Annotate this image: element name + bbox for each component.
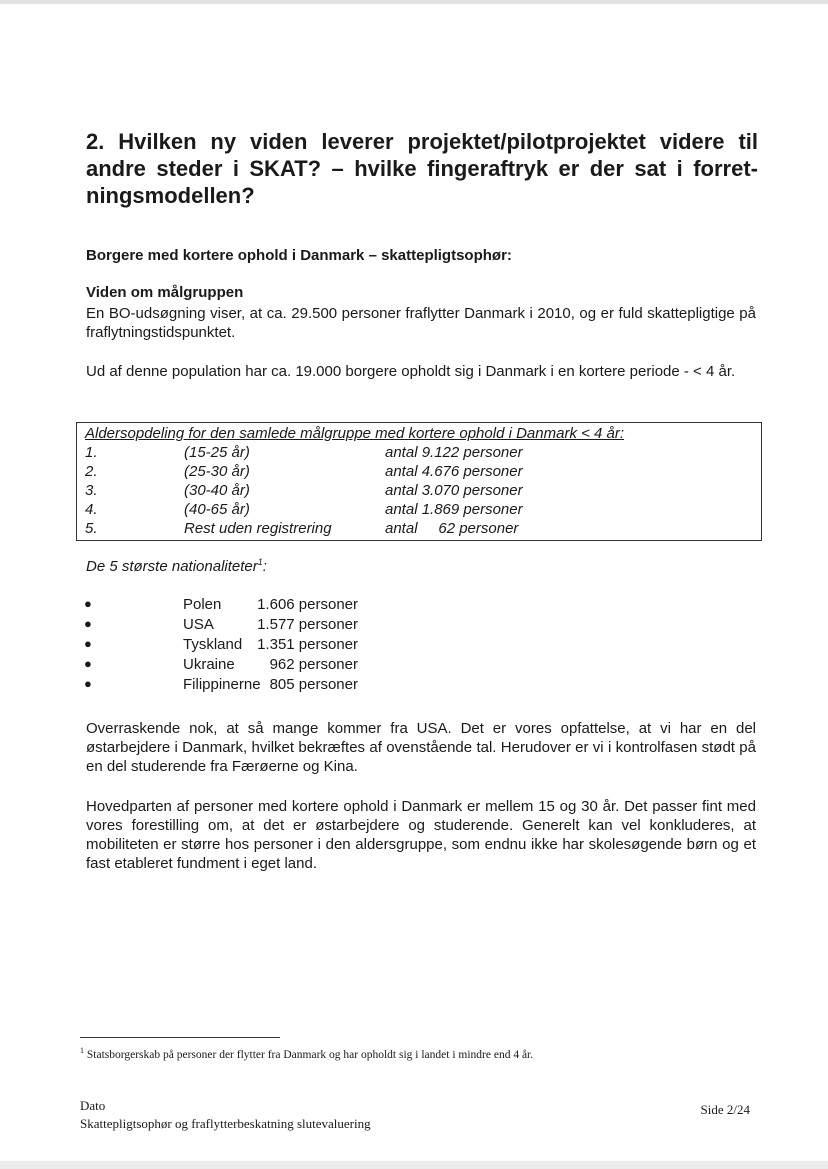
bullet-icon: ● bbox=[84, 676, 92, 691]
age-row-number: 4. bbox=[85, 501, 98, 518]
country-count: 805 personer bbox=[269, 676, 358, 693]
age-row-number: 5. bbox=[85, 520, 98, 537]
bullet-icon: ● bbox=[84, 656, 92, 671]
age-row-number: 1. bbox=[85, 444, 98, 461]
country-count: 962 personer bbox=[269, 656, 358, 673]
country-name: Ukraine bbox=[183, 656, 235, 673]
age-row-count: antal 9.122 personer bbox=[385, 444, 523, 461]
footer-document-title: Skattepligtsophør og fraflytterbeskatning slutevaluering bbox=[80, 1116, 371, 1131]
age-row-range: (25-30 år) bbox=[184, 463, 250, 480]
age-row-count: antal 62 personer bbox=[385, 520, 519, 537]
country-count: 1.577 personer bbox=[257, 616, 358, 633]
page-heading: 2. Hvilken ny viden leverer projektet/pilotprojektet videre til andre steder i SKAT? – hvilke fingeraftryk er der sat i forret-ningsmodellen? bbox=[86, 129, 758, 208]
age-row-count: antal 1.869 personer bbox=[385, 501, 523, 518]
age-row-count: antal 3.070 personer bbox=[385, 482, 523, 499]
footer-date-label: Dato bbox=[80, 1098, 106, 1113]
country-name: USA bbox=[183, 616, 214, 633]
page-edge-bottom bbox=[0, 1161, 828, 1169]
age-row-range: Rest uden registrering bbox=[184, 520, 332, 537]
age-row bbox=[77, 520, 761, 539]
bullet-icon: ● bbox=[84, 636, 92, 651]
age-row bbox=[77, 463, 761, 482]
age-row-range: (30-40 år) bbox=[184, 482, 250, 499]
age-row bbox=[77, 501, 761, 520]
country-name: Polen bbox=[183, 596, 222, 613]
age-row-count: antal 4.676 personer bbox=[385, 463, 523, 480]
list-item bbox=[0, 636, 828, 656]
age-row-number: 3. bbox=[85, 482, 98, 499]
age-row-range: (15-25 år) bbox=[184, 444, 250, 461]
bullet-icon: ● bbox=[84, 616, 92, 631]
country-count: 1.351 personer bbox=[257, 636, 358, 653]
age-row-range: (40-65 år) bbox=[184, 501, 250, 518]
country-name: Filippinerne bbox=[183, 676, 261, 693]
footnote bbox=[80, 1046, 533, 1061]
age-row-number: 2. bbox=[85, 463, 98, 480]
country-name: Tyskland bbox=[183, 636, 243, 653]
page-number: Side 2/24 bbox=[700, 1102, 750, 1117]
paragraph-intro: En BO-udsøgning viser, at ca. 29.500 personer fraflytter Danmark i 2010, og er fuld skattepligtige på fraflytningstidspunktet. bbox=[86, 305, 756, 341]
bullet-icon: ● bbox=[84, 596, 92, 611]
page-edge-top bbox=[0, 0, 828, 4]
age-row bbox=[77, 482, 761, 501]
footer-left bbox=[80, 1097, 371, 1133]
section-title: Borgere med kortere ophold i Danmark – skattepligtsophør: bbox=[86, 247, 512, 264]
paragraph-observation: Overraskende nok, at så mange kommer fra USA. Det er vores opfattelse, at vi har en del østarbejdere i Danmark, hvilket bekræftes af ovenstående tal. Herudover er vi i kontrolfasen stødt på en del studerende fra Færøerne og Kina. bbox=[86, 720, 756, 775]
list-item bbox=[0, 656, 828, 676]
age-table-header: Aldersopdeling for den samlede målgruppe med kortere ophold i Danmark < 4 år: bbox=[85, 425, 625, 442]
age-row bbox=[77, 444, 761, 463]
footnote-reference: 1 bbox=[257, 557, 263, 567]
footnote-divider bbox=[80, 1037, 280, 1038]
footnote-marker: 1 bbox=[80, 1046, 84, 1055]
list-item bbox=[0, 676, 828, 696]
age-distribution-box bbox=[76, 422, 762, 541]
paragraph-conclusion: Hovedparten af personer med kortere ophold i Danmark er mellem 15 og 30 år. Det passer fint med vores forestilling om, at det er østarbejdere og studerende. Generelt kan vel konkluderes, at mobiliteten er større hos personer i den aldersgruppe, som endnu ikke har skolesøgende børn og et fast etableret fundment i eget land. bbox=[86, 798, 756, 872]
list-item bbox=[0, 596, 828, 616]
subsection-title: Viden om målgruppen bbox=[86, 284, 244, 301]
nationalities-caption bbox=[86, 557, 267, 575]
list-item bbox=[0, 616, 828, 636]
nationalities-caption-suffix: : bbox=[262, 558, 267, 575]
footnote-text: Statsborgerskab på personer der flytter fra Danmark og har opholdt sig i landet i mindre end 4 år. bbox=[84, 1048, 534, 1061]
paragraph-population: Ud af denne population har ca. 19.000 borgere opholdt sig i Danmark i en kortere periode - < 4 år. bbox=[86, 363, 736, 380]
country-count: 1.606 personer bbox=[257, 596, 358, 613]
nationalities-caption-text: De 5 største nationaliteter bbox=[86, 558, 258, 575]
